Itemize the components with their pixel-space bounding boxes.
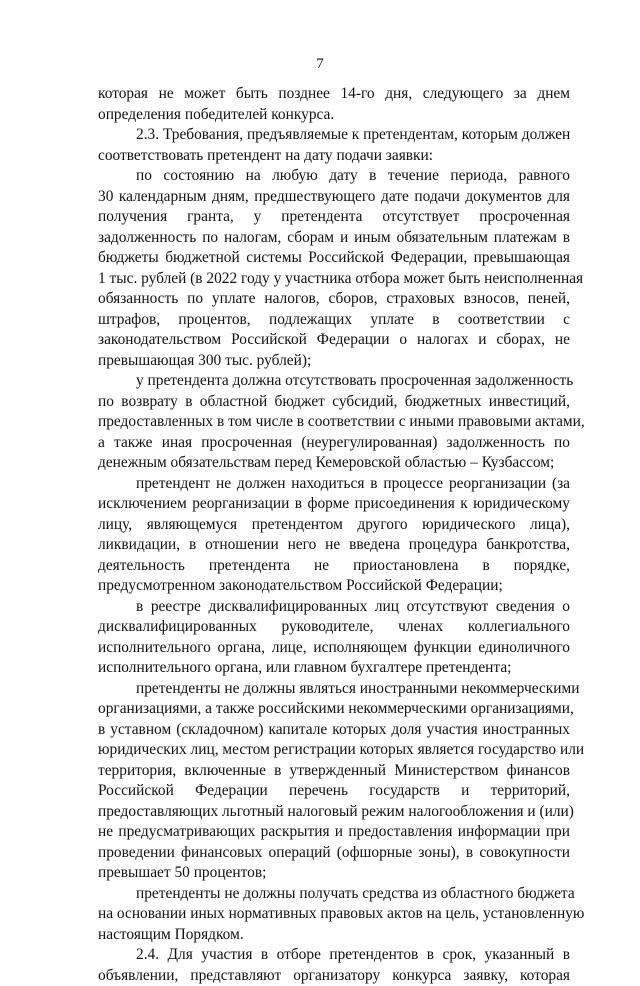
text-line: Российской Федерации перечень государств и территорий, bbox=[98, 782, 570, 799]
text-line: дисквалифицированных руководителе, членах коллегиального bbox=[98, 618, 570, 635]
text-line: определения победителей конкурса. bbox=[98, 105, 335, 123]
text-line: а также иная просроченная (неурегулированная) задолженность по bbox=[98, 433, 570, 451]
text-line: штрафов, процентов, подлежащих уплате в соответствии с bbox=[98, 310, 570, 328]
text-line: превышает 50 процентов; bbox=[98, 864, 267, 881]
text-line: претенденты не должны получать средства из областного бюджета bbox=[136, 884, 575, 902]
text-line: в реестре дисквалифицированных лиц отсутствуют сведения о bbox=[136, 597, 570, 615]
text-line: исключением реорганизации в форме присоединения к юридическому bbox=[98, 495, 570, 512]
text-line: предусмотренном законодательством Российской Федерации; bbox=[98, 577, 503, 594]
text-line: денежным обязательствам перед Кемеровской областью – Кузбассом; bbox=[98, 454, 555, 471]
text-line: претендент не должен находиться в процессе реорганизации (за bbox=[136, 474, 570, 492]
text-line: предоставленных в том числе в соответствии с иными правовыми актами, bbox=[98, 413, 585, 430]
text-line: законодательством Российской Федерации о налогах и сборах, не bbox=[98, 331, 570, 348]
text-line: настоящим Порядком. bbox=[98, 925, 244, 943]
text-line: обязанность по уплате налогов, сборов, страховых взносов, пеней, bbox=[98, 290, 570, 307]
text-line: не предусматривающих раскрытия и предоставления информации при bbox=[98, 823, 570, 840]
text-line: у претендента должна отсутствовать просроченная задолженность bbox=[136, 372, 574, 389]
text-line: 30 календарным дням, предшествующего дате подачи документов для bbox=[98, 187, 570, 205]
text-line: бюджеты бюджетной системы Российской Федерации, превышающая bbox=[98, 249, 570, 266]
text-line: деятельность претендента не приостановлена в порядке, bbox=[98, 556, 570, 574]
text-line: исполнительного органа, или главном бухгалтере претендента; bbox=[98, 659, 512, 676]
text-line: предоставляющих льготный налоговый режим налогообложения и (или) bbox=[98, 802, 574, 820]
text-line: объявлении, представляют организатору конкурса заявку, которая bbox=[98, 966, 570, 984]
text-line: юридических лиц, местом регистрации которых является государство или bbox=[98, 741, 585, 758]
text-line: претенденты не должны являться иностранными некоммерческими bbox=[136, 679, 580, 697]
text-line: соответствовать претендент на дату подачи заявки: bbox=[98, 146, 434, 164]
text-line: получения гранта, у претендента отсутствует просроченная bbox=[98, 208, 570, 225]
text-line: организациями, а также российскими некоммерческими организациями, bbox=[98, 700, 574, 717]
text-line: исполнительного органа, лице, исполняющем функции единоличного bbox=[98, 638, 570, 656]
text-line: по возврату в областной бюджет субсидий, бюджетных инвестиций, bbox=[98, 392, 570, 410]
text-line: 1 тыс. рублей (в 2022 году у участника отбора может быть неисполненная bbox=[98, 269, 584, 287]
text-line: превышающая 300 тыс. рублей); bbox=[98, 351, 312, 369]
text-line: задолженность по налогам, сборам и иным обязательным платежам в bbox=[98, 228, 570, 246]
text-line: 2.4. Для участия в отборе претендентов в срок, указанный в bbox=[136, 946, 570, 963]
text-line: 2.3. Требования, предъявляемые к претендентам, которым должен bbox=[136, 126, 571, 143]
text-line: в уставном (складочном) капитале которых доля участия иностранных bbox=[98, 720, 570, 738]
text-line: лицу, являющемуся претендентом другого юридического лица), bbox=[98, 515, 570, 533]
text-line: ликвидации, в отношении него не введена процедура банкротства, bbox=[98, 536, 570, 553]
text-line: на основании иных нормативных правовых актов на цель, установленную bbox=[98, 905, 585, 922]
text-line: территория, включенные в утвержденный Министерством финансов bbox=[98, 761, 570, 779]
text-line: по состоянию на любую дату в течение периода, равного bbox=[136, 167, 570, 184]
page-number: 7 bbox=[316, 56, 324, 72]
text-line: которая не может быть позднее 14-го дня, следующего за днем bbox=[98, 85, 570, 102]
text-line: проведении финансовых операций (офшорные зоны), в совокупности bbox=[98, 843, 570, 861]
